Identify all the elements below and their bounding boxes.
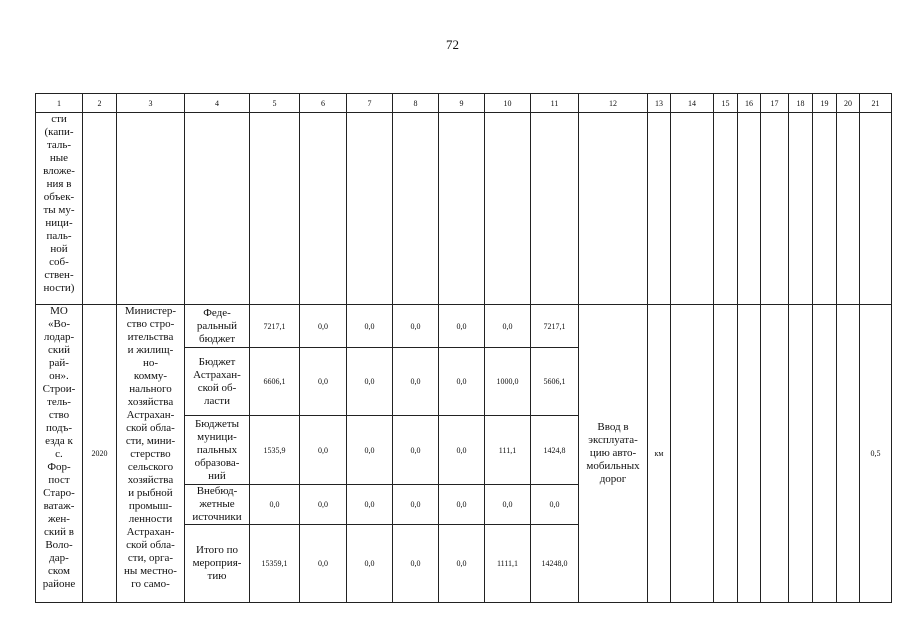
funding-value: 0,0: [485, 485, 531, 525]
funding-value: 0,0: [300, 348, 347, 416]
column-number: 11: [531, 94, 579, 113]
column-number: 2: [83, 94, 117, 113]
column-number: 10: [485, 94, 531, 113]
previous-measure-row: [36, 113, 892, 305]
funding-value: 1000,0: [485, 348, 531, 416]
column-number: 18: [789, 94, 813, 113]
page-number: 72: [446, 37, 459, 52]
funding-value: 111,1: [485, 416, 531, 485]
column-number: 1: [36, 94, 83, 113]
funding-value: 0,0: [300, 525, 347, 603]
previous-measure-name: сти (капи- таль- ные вложе- ния в объек- ты му- ници- паль- ной соб- ствен- ности): [36, 113, 83, 305]
column-number: 19: [813, 94, 837, 113]
column-number: 12: [579, 94, 648, 113]
funding-value: 0,0: [347, 485, 393, 525]
funding-value: 0,0: [439, 305, 485, 348]
funding-value: 0,0: [347, 525, 393, 603]
column-number: 17: [761, 94, 789, 113]
funding-row-federal: [36, 305, 892, 348]
funding-value: 0,0: [300, 305, 347, 348]
funding-value: 0,0: [439, 348, 485, 416]
funding-value: 7217,1: [250, 305, 300, 348]
funding-source: Бюджет Астрахан- ской об- ласти: [185, 348, 250, 416]
result-indicator: Ввод в эксплуата- цию авто- мобильных дорог: [579, 305, 648, 603]
column-number-row: [36, 94, 892, 113]
funding-value: 5606,1: [531, 348, 579, 416]
funding-value: 1111,1: [485, 525, 531, 603]
funding-value: 0,0: [393, 416, 439, 485]
column-number: 5: [250, 94, 300, 113]
funding-value: 15359,1: [250, 525, 300, 603]
column-number: 9: [439, 94, 485, 113]
funding-source: Бюджеты муници- пальных образова- ний: [185, 416, 250, 485]
column-number: 15: [714, 94, 738, 113]
funding-source: Феде- ральный бюджет: [185, 305, 250, 348]
funding-value: 0,0: [347, 305, 393, 348]
column-number: 16: [738, 94, 761, 113]
funding-source: Итого по мероприя- тию: [185, 525, 250, 603]
funding-value: 0,0: [531, 485, 579, 525]
funding-value: 0,0: [439, 525, 485, 603]
measure-name: МО «Во- лодар- ский рай- он». Строи- тель- ство подъ- езда к с. Фор- пост Старо- ватаж- жен- ский в Воло- дар- ском районе: [36, 305, 83, 603]
column-number: 21: [860, 94, 892, 113]
column-number: 14: [671, 94, 714, 113]
funding-value: 0,0: [485, 305, 531, 348]
column-number: 3: [117, 94, 185, 113]
funding-value: 0,0: [300, 485, 347, 525]
measure-year: 2020: [83, 305, 117, 603]
column-number: 4: [185, 94, 250, 113]
funding-value: 0,0: [393, 348, 439, 416]
funding-value: 0,0: [439, 416, 485, 485]
column-number: 8: [393, 94, 439, 113]
target-value: 0,5: [860, 305, 892, 603]
funding-value: 7217,1: [531, 305, 579, 348]
executor: Министер- ство стро- ительства и жилищ- но- комму- нального хозяйства Астрахан- ской обла- сти, мини- стерство сельского хозяйства и рыбной промыш- ленности Астрахан- ской обла- сти, орга- ны местно- го само-: [117, 305, 185, 603]
funding-source: Внебюд- жетные источники: [185, 485, 250, 525]
funding-value: 0,0: [300, 416, 347, 485]
funding-value: 0,0: [439, 485, 485, 525]
funding-value: 6606,1: [250, 348, 300, 416]
column-number: 13: [648, 94, 671, 113]
funding-value: 0,0: [250, 485, 300, 525]
funding-value: 1535,9: [250, 416, 300, 485]
funding-value: 0,0: [347, 348, 393, 416]
funding-value: 1424,8: [531, 416, 579, 485]
funding-value: 0,0: [393, 485, 439, 525]
funding-value: 0,0: [393, 305, 439, 348]
funding-value: 14248,0: [531, 525, 579, 603]
funding-value: 0,0: [347, 416, 393, 485]
column-number: 7: [347, 94, 393, 113]
unit-of-measure: км: [648, 305, 671, 603]
funding-value: 0,0: [393, 525, 439, 603]
column-number: 6: [300, 94, 347, 113]
program-table: [35, 93, 892, 603]
column-number: 20: [837, 94, 860, 113]
